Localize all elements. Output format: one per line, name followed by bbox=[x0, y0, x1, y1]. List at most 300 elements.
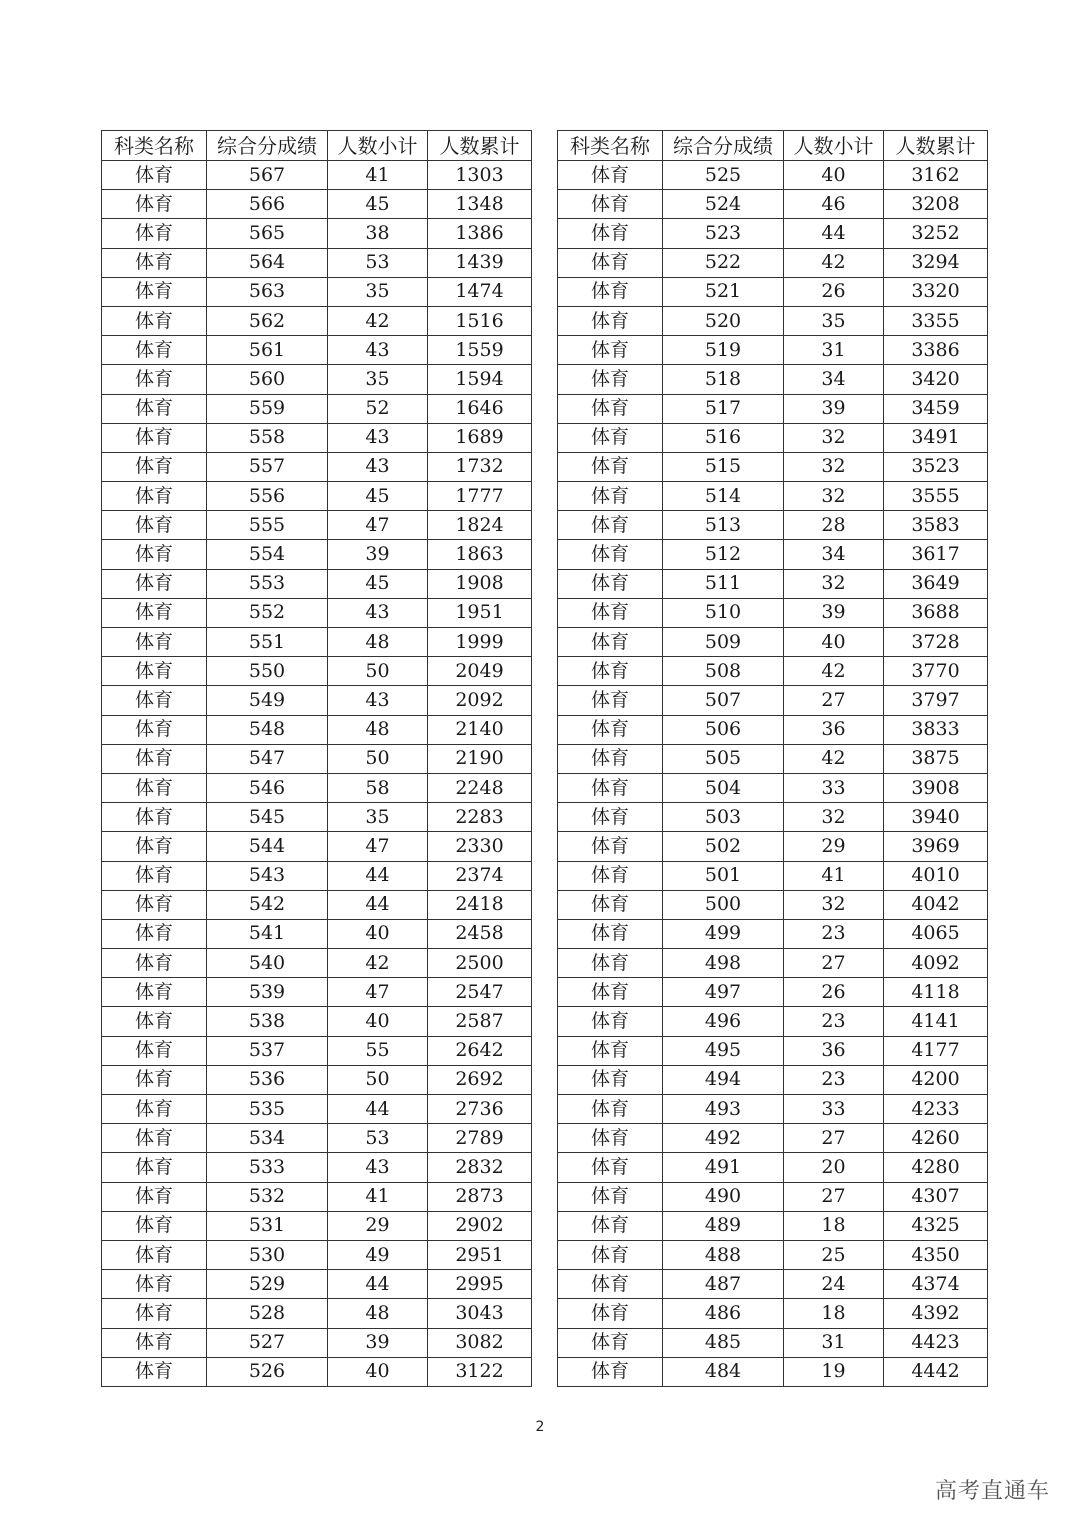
table-row bbox=[102, 1357, 532, 1386]
cell-category: 体育 bbox=[558, 832, 663, 861]
cell-count: 36 bbox=[784, 715, 884, 744]
cell-category: 体育 bbox=[102, 219, 207, 248]
cell-count: 40 bbox=[784, 628, 884, 657]
cell-score: 530 bbox=[207, 1240, 328, 1269]
cell-category: 体育 bbox=[102, 569, 207, 598]
cell-count: 47 bbox=[328, 978, 428, 1007]
cell-cumulative: 4442 bbox=[884, 1357, 988, 1386]
cell-count: 33 bbox=[784, 773, 884, 802]
cell-score: 544 bbox=[207, 832, 328, 861]
cell-score: 562 bbox=[207, 306, 328, 335]
cell-score: 489 bbox=[663, 1211, 784, 1240]
cell-score: 549 bbox=[207, 686, 328, 715]
cell-category: 体育 bbox=[102, 161, 207, 190]
cell-category: 体育 bbox=[102, 949, 207, 978]
cell-count: 32 bbox=[784, 803, 884, 832]
cell-cumulative: 2692 bbox=[428, 1065, 532, 1094]
cell-cumulative: 1646 bbox=[428, 394, 532, 423]
cell-count: 50 bbox=[328, 1065, 428, 1094]
cell-count: 31 bbox=[784, 336, 884, 365]
cell-category: 体育 bbox=[558, 1153, 663, 1182]
cell-category: 体育 bbox=[102, 1240, 207, 1269]
table-row bbox=[102, 1182, 532, 1211]
cell-score: 566 bbox=[207, 190, 328, 219]
cell-category: 体育 bbox=[102, 482, 207, 511]
cell-cumulative: 3617 bbox=[884, 540, 988, 569]
cell-score: 541 bbox=[207, 919, 328, 948]
table-row bbox=[558, 1065, 988, 1094]
cell-score: 508 bbox=[663, 657, 784, 686]
cell-cumulative: 1348 bbox=[428, 190, 532, 219]
cell-count: 35 bbox=[328, 365, 428, 394]
cell-score: 514 bbox=[663, 482, 784, 511]
cell-count: 26 bbox=[784, 277, 884, 306]
cell-cumulative: 3294 bbox=[884, 248, 988, 277]
cell-cumulative: 4200 bbox=[884, 1065, 988, 1094]
cell-category: 体育 bbox=[102, 1065, 207, 1094]
header-category: 科类名称 bbox=[558, 131, 663, 161]
cell-category: 体育 bbox=[102, 423, 207, 452]
table-row bbox=[558, 1007, 988, 1036]
cell-cumulative: 4280 bbox=[884, 1153, 988, 1182]
table-row bbox=[102, 1124, 532, 1153]
cell-category: 体育 bbox=[102, 628, 207, 657]
cell-score: 539 bbox=[207, 978, 328, 1007]
cell-count: 35 bbox=[784, 306, 884, 335]
cell-count: 18 bbox=[784, 1211, 884, 1240]
cell-score: 506 bbox=[663, 715, 784, 744]
table-row bbox=[558, 861, 988, 890]
table-row bbox=[102, 511, 532, 540]
cell-count: 53 bbox=[328, 248, 428, 277]
table-row bbox=[102, 1007, 532, 1036]
watermark: 高考直通车 bbox=[934, 1479, 1050, 1504]
cell-count: 27 bbox=[784, 1124, 884, 1153]
cell-category: 体育 bbox=[102, 773, 207, 802]
cell-category: 体育 bbox=[102, 803, 207, 832]
cell-count: 44 bbox=[328, 890, 428, 919]
cell-category: 体育 bbox=[558, 452, 663, 481]
cell-category: 体育 bbox=[558, 511, 663, 540]
cell-count: 40 bbox=[328, 919, 428, 948]
table-row bbox=[558, 482, 988, 511]
cell-count: 52 bbox=[328, 394, 428, 423]
cell-category: 体育 bbox=[102, 306, 207, 335]
cell-cumulative: 4092 bbox=[884, 949, 988, 978]
cell-count: 42 bbox=[784, 657, 884, 686]
cell-score: 552 bbox=[207, 598, 328, 627]
cell-score: 522 bbox=[663, 248, 784, 277]
cell-category: 体育 bbox=[102, 190, 207, 219]
header-row bbox=[102, 131, 532, 161]
table-row bbox=[558, 628, 988, 657]
cell-score: 545 bbox=[207, 803, 328, 832]
table-row bbox=[102, 861, 532, 890]
cell-count: 45 bbox=[328, 482, 428, 511]
cell-cumulative: 2458 bbox=[428, 919, 532, 948]
cell-cumulative: 3355 bbox=[884, 306, 988, 335]
cell-score: 546 bbox=[207, 773, 328, 802]
cell-score: 517 bbox=[663, 394, 784, 423]
page-number: 2 bbox=[535, 1419, 545, 1435]
cell-count: 29 bbox=[328, 1211, 428, 1240]
cell-count: 43 bbox=[328, 452, 428, 481]
cell-score: 547 bbox=[207, 744, 328, 773]
cell-count: 42 bbox=[328, 306, 428, 335]
cell-score: 516 bbox=[663, 423, 784, 452]
table-row bbox=[558, 190, 988, 219]
cell-count: 32 bbox=[784, 482, 884, 511]
cell-cumulative: 3491 bbox=[884, 423, 988, 452]
table-row bbox=[102, 598, 532, 627]
cell-cumulative: 1386 bbox=[428, 219, 532, 248]
score-table-left bbox=[101, 130, 532, 1387]
cell-cumulative: 3940 bbox=[884, 803, 988, 832]
table-row bbox=[102, 1211, 532, 1240]
cell-cumulative: 3386 bbox=[884, 336, 988, 365]
cell-category: 体育 bbox=[102, 1124, 207, 1153]
cell-score: 495 bbox=[663, 1036, 784, 1065]
header-score: 综合分成绩 bbox=[207, 131, 328, 161]
cell-count: 42 bbox=[784, 744, 884, 773]
cell-score: 554 bbox=[207, 540, 328, 569]
cell-category: 体育 bbox=[558, 1095, 663, 1124]
cell-count: 47 bbox=[328, 511, 428, 540]
cell-category: 体育 bbox=[102, 1036, 207, 1065]
cell-cumulative: 1516 bbox=[428, 306, 532, 335]
table-row bbox=[558, 686, 988, 715]
table-row bbox=[558, 832, 988, 861]
cell-score: 487 bbox=[663, 1270, 784, 1299]
cell-score: 518 bbox=[663, 365, 784, 394]
cell-category: 体育 bbox=[558, 1357, 663, 1386]
cell-category: 体育 bbox=[102, 1328, 207, 1357]
cell-count: 18 bbox=[784, 1299, 884, 1328]
cell-category: 体育 bbox=[102, 1357, 207, 1386]
cell-cumulative: 4392 bbox=[884, 1299, 988, 1328]
table-row bbox=[558, 803, 988, 832]
cell-category: 体育 bbox=[558, 715, 663, 744]
header-cumulative: 人数累计 bbox=[884, 131, 988, 161]
cell-count: 28 bbox=[784, 511, 884, 540]
table-row bbox=[102, 919, 532, 948]
cell-cumulative: 3797 bbox=[884, 686, 988, 715]
cell-category: 体育 bbox=[558, 978, 663, 1007]
cell-category: 体育 bbox=[102, 890, 207, 919]
cell-category: 体育 bbox=[558, 1182, 663, 1211]
cell-category: 体育 bbox=[558, 423, 663, 452]
table-row bbox=[558, 1240, 988, 1269]
cell-cumulative: 4065 bbox=[884, 919, 988, 948]
cell-category: 体育 bbox=[558, 744, 663, 773]
header-row bbox=[558, 131, 988, 161]
cell-count: 58 bbox=[328, 773, 428, 802]
cell-category: 体育 bbox=[558, 890, 663, 919]
cell-score: 527 bbox=[207, 1328, 328, 1357]
cell-score: 504 bbox=[663, 773, 784, 802]
cell-category: 体育 bbox=[558, 1124, 663, 1153]
cell-score: 543 bbox=[207, 861, 328, 890]
table-row bbox=[558, 978, 988, 1007]
cell-category: 体育 bbox=[558, 1240, 663, 1269]
table-row bbox=[102, 715, 532, 744]
cell-category: 体育 bbox=[102, 1153, 207, 1182]
cell-category: 体育 bbox=[102, 540, 207, 569]
cell-category: 体育 bbox=[558, 803, 663, 832]
cell-score: 558 bbox=[207, 423, 328, 452]
cell-cumulative: 4260 bbox=[884, 1124, 988, 1153]
table-row bbox=[102, 1153, 532, 1182]
cell-category: 体育 bbox=[558, 248, 663, 277]
cell-score: 490 bbox=[663, 1182, 784, 1211]
table-row bbox=[558, 452, 988, 481]
cell-count: 39 bbox=[328, 540, 428, 569]
table-row bbox=[558, 511, 988, 540]
table-row bbox=[102, 306, 532, 335]
cell-score: 528 bbox=[207, 1299, 328, 1328]
cell-cumulative: 4423 bbox=[884, 1328, 988, 1357]
cell-score: 556 bbox=[207, 482, 328, 511]
cell-score: 555 bbox=[207, 511, 328, 540]
score-table-right bbox=[557, 130, 988, 1387]
cell-count: 36 bbox=[784, 1036, 884, 1065]
cell-score: 515 bbox=[663, 452, 784, 481]
cell-category: 体育 bbox=[102, 832, 207, 861]
cell-count: 49 bbox=[328, 1240, 428, 1269]
cell-cumulative: 3770 bbox=[884, 657, 988, 686]
cell-score: 548 bbox=[207, 715, 328, 744]
cell-cumulative: 3875 bbox=[884, 744, 988, 773]
cell-score: 486 bbox=[663, 1299, 784, 1328]
cell-cumulative: 3420 bbox=[884, 365, 988, 394]
cell-score: 499 bbox=[663, 919, 784, 948]
cell-cumulative: 3688 bbox=[884, 598, 988, 627]
table-row bbox=[558, 1328, 988, 1357]
cell-count: 42 bbox=[328, 949, 428, 978]
table-row bbox=[102, 1065, 532, 1094]
table-row bbox=[558, 336, 988, 365]
cell-count: 32 bbox=[784, 452, 884, 481]
table-row bbox=[558, 1270, 988, 1299]
cell-cumulative: 2500 bbox=[428, 949, 532, 978]
cell-category: 体育 bbox=[102, 248, 207, 277]
table-row bbox=[102, 540, 532, 569]
cell-cumulative: 1559 bbox=[428, 336, 532, 365]
table-row bbox=[558, 1153, 988, 1182]
cell-category: 体育 bbox=[558, 277, 663, 306]
cell-score: 567 bbox=[207, 161, 328, 190]
table-row bbox=[102, 336, 532, 365]
cell-category: 体育 bbox=[558, 306, 663, 335]
cell-count: 47 bbox=[328, 832, 428, 861]
cell-score: 485 bbox=[663, 1328, 784, 1357]
cell-category: 体育 bbox=[102, 657, 207, 686]
cell-category: 体育 bbox=[558, 773, 663, 802]
cell-count: 35 bbox=[328, 803, 428, 832]
table-row bbox=[558, 394, 988, 423]
cell-count: 46 bbox=[784, 190, 884, 219]
cell-category: 体育 bbox=[558, 1007, 663, 1036]
cell-count: 48 bbox=[328, 715, 428, 744]
cell-count: 38 bbox=[328, 219, 428, 248]
cell-score: 510 bbox=[663, 598, 784, 627]
table-row bbox=[102, 657, 532, 686]
header-count: 人数小计 bbox=[784, 131, 884, 161]
cell-cumulative: 2951 bbox=[428, 1240, 532, 1269]
cell-cumulative: 3969 bbox=[884, 832, 988, 861]
table-row bbox=[102, 1240, 532, 1269]
cell-score: 563 bbox=[207, 277, 328, 306]
cell-count: 41 bbox=[328, 1182, 428, 1211]
cell-score: 538 bbox=[207, 1007, 328, 1036]
cell-category: 体育 bbox=[558, 161, 663, 190]
cell-category: 体育 bbox=[102, 744, 207, 773]
cell-category: 体育 bbox=[558, 598, 663, 627]
table-row bbox=[558, 248, 988, 277]
cell-category: 体育 bbox=[558, 569, 663, 598]
cell-score: 496 bbox=[663, 1007, 784, 1036]
cell-score: 561 bbox=[207, 336, 328, 365]
header-category: 科类名称 bbox=[102, 131, 207, 161]
cell-cumulative: 1777 bbox=[428, 482, 532, 511]
table-row bbox=[102, 1328, 532, 1357]
cell-score: 529 bbox=[207, 1270, 328, 1299]
cell-count: 39 bbox=[784, 598, 884, 627]
cell-score: 559 bbox=[207, 394, 328, 423]
cell-score: 526 bbox=[207, 1357, 328, 1386]
cell-count: 41 bbox=[784, 861, 884, 890]
cell-category: 体育 bbox=[558, 190, 663, 219]
table-row bbox=[102, 452, 532, 481]
cell-count: 43 bbox=[328, 336, 428, 365]
cell-count: 33 bbox=[784, 1095, 884, 1124]
table-row bbox=[558, 1095, 988, 1124]
cell-score: 523 bbox=[663, 219, 784, 248]
cell-cumulative: 3728 bbox=[884, 628, 988, 657]
table-row bbox=[102, 803, 532, 832]
cell-cumulative: 3082 bbox=[428, 1328, 532, 1357]
cell-score: 501 bbox=[663, 861, 784, 890]
table-row bbox=[558, 540, 988, 569]
cell-category: 体育 bbox=[102, 365, 207, 394]
cell-score: 511 bbox=[663, 569, 784, 598]
cell-count: 44 bbox=[328, 1095, 428, 1124]
table-row bbox=[558, 949, 988, 978]
table-row bbox=[102, 890, 532, 919]
cell-count: 27 bbox=[784, 686, 884, 715]
table-row bbox=[102, 1036, 532, 1065]
table-row bbox=[102, 686, 532, 715]
table-row bbox=[558, 219, 988, 248]
cell-cumulative: 1594 bbox=[428, 365, 532, 394]
table-row bbox=[558, 657, 988, 686]
cell-score: 525 bbox=[663, 161, 784, 190]
cell-cumulative: 4233 bbox=[884, 1095, 988, 1124]
cell-category: 体育 bbox=[558, 861, 663, 890]
cell-score: 551 bbox=[207, 628, 328, 657]
cell-count: 43 bbox=[328, 686, 428, 715]
cell-cumulative: 3583 bbox=[884, 511, 988, 540]
table-row bbox=[102, 365, 532, 394]
table-row bbox=[558, 715, 988, 744]
cell-count: 48 bbox=[328, 628, 428, 657]
cell-category: 体育 bbox=[558, 628, 663, 657]
cell-cumulative: 1951 bbox=[428, 598, 532, 627]
table-row bbox=[102, 394, 532, 423]
cell-count: 40 bbox=[328, 1007, 428, 1036]
cell-count: 23 bbox=[784, 1065, 884, 1094]
table-row bbox=[102, 277, 532, 306]
cell-count: 27 bbox=[784, 949, 884, 978]
cell-count: 45 bbox=[328, 190, 428, 219]
cell-category: 体育 bbox=[558, 657, 663, 686]
cell-count: 20 bbox=[784, 1153, 884, 1182]
table-row bbox=[558, 161, 988, 190]
table-row bbox=[558, 365, 988, 394]
cell-cumulative: 3908 bbox=[884, 773, 988, 802]
cell-count: 40 bbox=[328, 1357, 428, 1386]
cell-count: 40 bbox=[784, 161, 884, 190]
cell-cumulative: 3833 bbox=[884, 715, 988, 744]
table-row bbox=[102, 832, 532, 861]
cell-count: 24 bbox=[784, 1270, 884, 1299]
cell-score: 553 bbox=[207, 569, 328, 598]
cell-count: 42 bbox=[784, 248, 884, 277]
table-row bbox=[558, 569, 988, 598]
cell-count: 34 bbox=[784, 540, 884, 569]
table-row bbox=[558, 1124, 988, 1153]
cell-count: 45 bbox=[328, 569, 428, 598]
cell-category: 体育 bbox=[558, 919, 663, 948]
cell-cumulative: 3208 bbox=[884, 190, 988, 219]
cell-cumulative: 1439 bbox=[428, 248, 532, 277]
cell-category: 体育 bbox=[102, 394, 207, 423]
cell-category: 体育 bbox=[102, 1270, 207, 1299]
cell-count: 39 bbox=[328, 1328, 428, 1357]
cell-cumulative: 2248 bbox=[428, 773, 532, 802]
cell-cumulative: 4141 bbox=[884, 1007, 988, 1036]
cell-cumulative: 4118 bbox=[884, 978, 988, 1007]
cell-score: 521 bbox=[663, 277, 784, 306]
cell-score: 520 bbox=[663, 306, 784, 335]
cell-cumulative: 2736 bbox=[428, 1095, 532, 1124]
table-row bbox=[558, 306, 988, 335]
cell-score: 524 bbox=[663, 190, 784, 219]
cell-cumulative: 2902 bbox=[428, 1211, 532, 1240]
cell-count: 50 bbox=[328, 744, 428, 773]
cell-cumulative: 1863 bbox=[428, 540, 532, 569]
cell-cumulative: 4325 bbox=[884, 1211, 988, 1240]
table-row bbox=[102, 248, 532, 277]
table-row bbox=[558, 773, 988, 802]
table-row bbox=[558, 1357, 988, 1386]
cell-count: 44 bbox=[784, 219, 884, 248]
cell-score: 507 bbox=[663, 686, 784, 715]
cell-category: 体育 bbox=[558, 1211, 663, 1240]
cell-score: 534 bbox=[207, 1124, 328, 1153]
cell-count: 34 bbox=[784, 365, 884, 394]
cell-category: 体育 bbox=[558, 1299, 663, 1328]
cell-category: 体育 bbox=[102, 1095, 207, 1124]
cell-score: 488 bbox=[663, 1240, 784, 1269]
cell-category: 体育 bbox=[102, 452, 207, 481]
cell-score: 531 bbox=[207, 1211, 328, 1240]
cell-category: 体育 bbox=[558, 1065, 663, 1094]
cell-count: 35 bbox=[328, 277, 428, 306]
cell-category: 体育 bbox=[102, 1299, 207, 1328]
cell-score: 493 bbox=[663, 1095, 784, 1124]
cell-cumulative: 2190 bbox=[428, 744, 532, 773]
